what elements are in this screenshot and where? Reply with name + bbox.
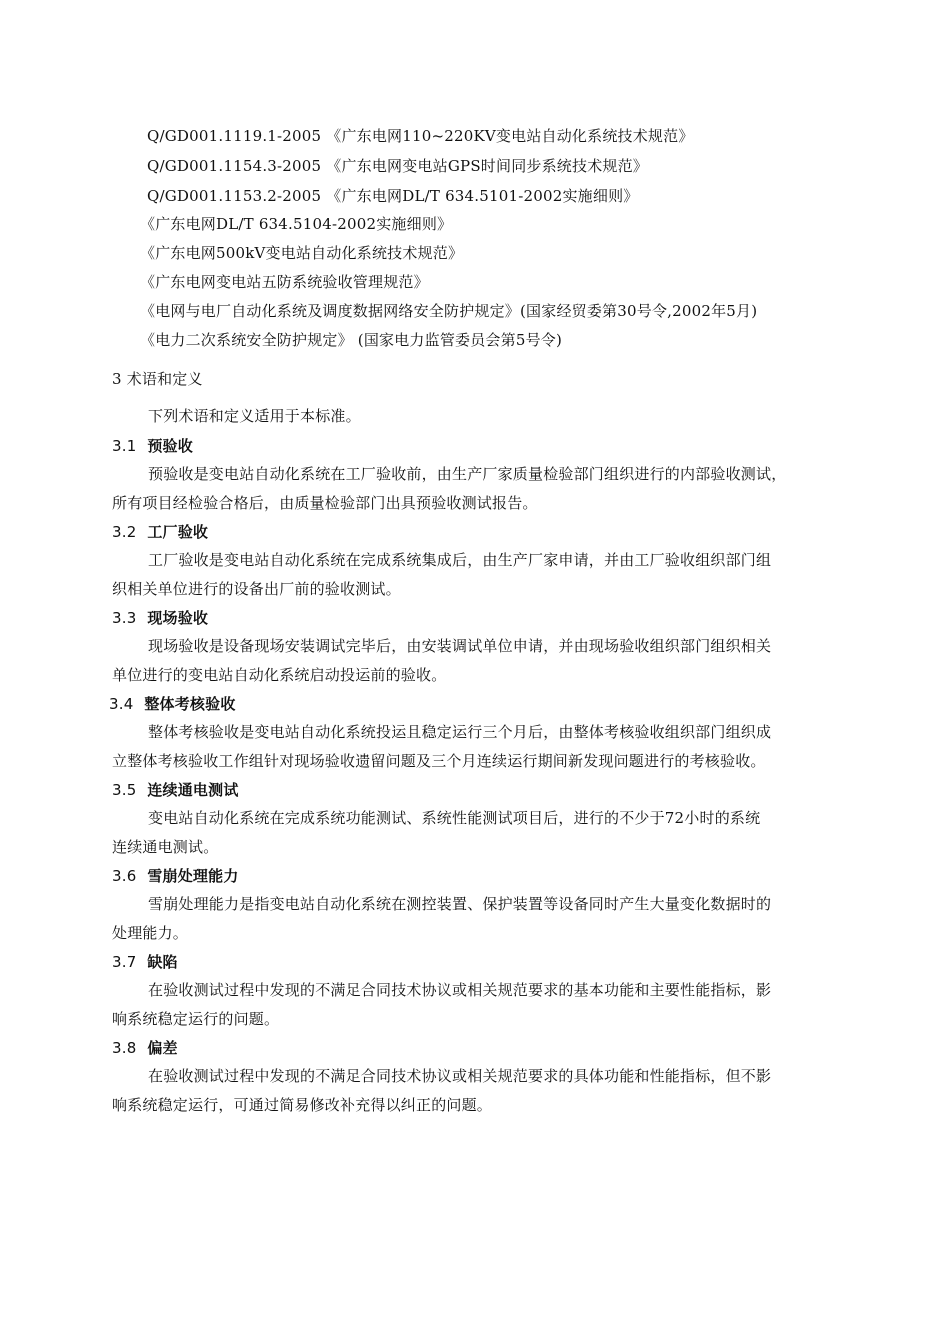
reference-item: 《广东电网DL/T 634.5104-2002实施细则》 — [140, 215, 453, 233]
reference-item: Q/GD001.1154.3-2005 《广东电网变电站GPS时间同步系统技术规范》 — [147, 157, 649, 175]
term-title: 整体考核验收 — [144, 695, 236, 713]
term-title: 偏差 — [147, 1039, 178, 1057]
term-body-line: 在验收测试过程中发现的不满足合同技术协议或相关规范要求的基本功能和主要性能指标，影 — [148, 981, 772, 999]
term-heading — [109, 694, 236, 714]
term-title: 缺陷 — [147, 953, 178, 971]
term-body-line: 雪崩处理能力是指变电站自动化系统在测控装置、保护装置等设备同时产生大量变化数据时的 — [148, 895, 772, 913]
term-body-line: 织相关单位进行的设备出厂前的验收测试。 — [112, 580, 401, 598]
term-body-line: 预验收是变电站自动化系统在工厂验收前，由生产厂家质量检验部门组织进行的内部验收测试， — [148, 465, 787, 483]
term-title: 预验收 — [147, 437, 193, 455]
term-number: 3.7 — [112, 953, 137, 971]
section-heading: 3 术语和定义 — [112, 370, 203, 388]
reference-item: 《电力二次系统安全防护规定》 (国家电力监管委员会第5号令) — [140, 331, 563, 349]
term-title: 工厂验收 — [147, 523, 209, 541]
term-heading — [112, 436, 193, 456]
term-number: 3.8 — [112, 1039, 137, 1057]
term-heading — [112, 522, 208, 542]
term-body-line: 整体考核验收是变电站自动化系统投运且稳定运行三个月后，由整体考核验收组织部门组织成 — [148, 723, 772, 741]
term-body-line: 变电站自动化系统在完成系统功能测试、系统性能测试项目后，进行的不少于72小时的系统 — [148, 809, 761, 827]
term-number: 3.6 — [112, 867, 137, 885]
term-number: 3.2 — [112, 523, 137, 541]
term-number: 3.3 — [112, 609, 137, 627]
term-heading — [112, 866, 239, 886]
reference-item: 《广东电网500kV变电站自动化系统技术规范》 — [140, 244, 464, 262]
reference-item: 《电网与电厂自动化系统及调度数据网络安全防护规定》(国家经贸委第30号令,2002年5月) — [140, 302, 758, 320]
section-intro: 下列术语和定义适用于本标准。 — [148, 407, 361, 425]
term-body-line: 单位进行的变电站自动化系统启动投运前的验收。 — [112, 666, 447, 684]
term-body-line: 立整体考核验收工作组针对现场验收遗留问题及三个月连续运行期间新发现问题进行的考核验收。 — [112, 752, 766, 770]
term-title: 连续通电测试 — [147, 781, 239, 799]
term-body-line: 工厂验收是变电站自动化系统在完成系统集成后，由生产厂家申请，并由工厂验收组织部门组 — [148, 551, 772, 569]
term-number: 3.1 — [112, 437, 137, 455]
term-heading — [112, 780, 239, 800]
term-body-line: 响系统稳定运行，可通过简易修改补充得以纠正的问题。 — [112, 1096, 493, 1114]
term-title: 雪崩处理能力 — [147, 867, 239, 885]
reference-item: Q/GD001.1153.2-2005 《广东电网DL/T 634.5101-2002实施细则》 — [147, 187, 639, 205]
term-body-line: 连续通电测试。 — [112, 838, 219, 856]
term-heading — [112, 608, 208, 628]
term-number: 3.4 — [109, 695, 134, 713]
term-heading — [112, 1038, 178, 1058]
term-body-line: 处理能力。 — [112, 924, 189, 942]
reference-item: 《广东电网变电站五防系统验收管理规范》 — [140, 273, 429, 291]
reference-item: Q/GD001.1119.1-2005 《广东电网110~220KV变电站自动化系统技术规范》 — [147, 127, 694, 145]
term-body-line: 现场验收是设备现场安装调试完毕后，由安装调试单位申请，并由现场验收组织部门组织相关 — [148, 637, 772, 655]
term-heading — [112, 952, 178, 972]
term-body-line: 在验收测试过程中发现的不满足合同技术协议或相关规范要求的具体功能和性能指标，但不影 — [148, 1067, 772, 1085]
term-number: 3.5 — [112, 781, 137, 799]
term-body-line: 响系统稳定运行的问题。 — [112, 1010, 280, 1028]
term-body-line: 所有项目经检验合格后，由质量检验部门出具预验收测试报告。 — [112, 494, 538, 512]
term-title: 现场验收 — [147, 609, 209, 627]
